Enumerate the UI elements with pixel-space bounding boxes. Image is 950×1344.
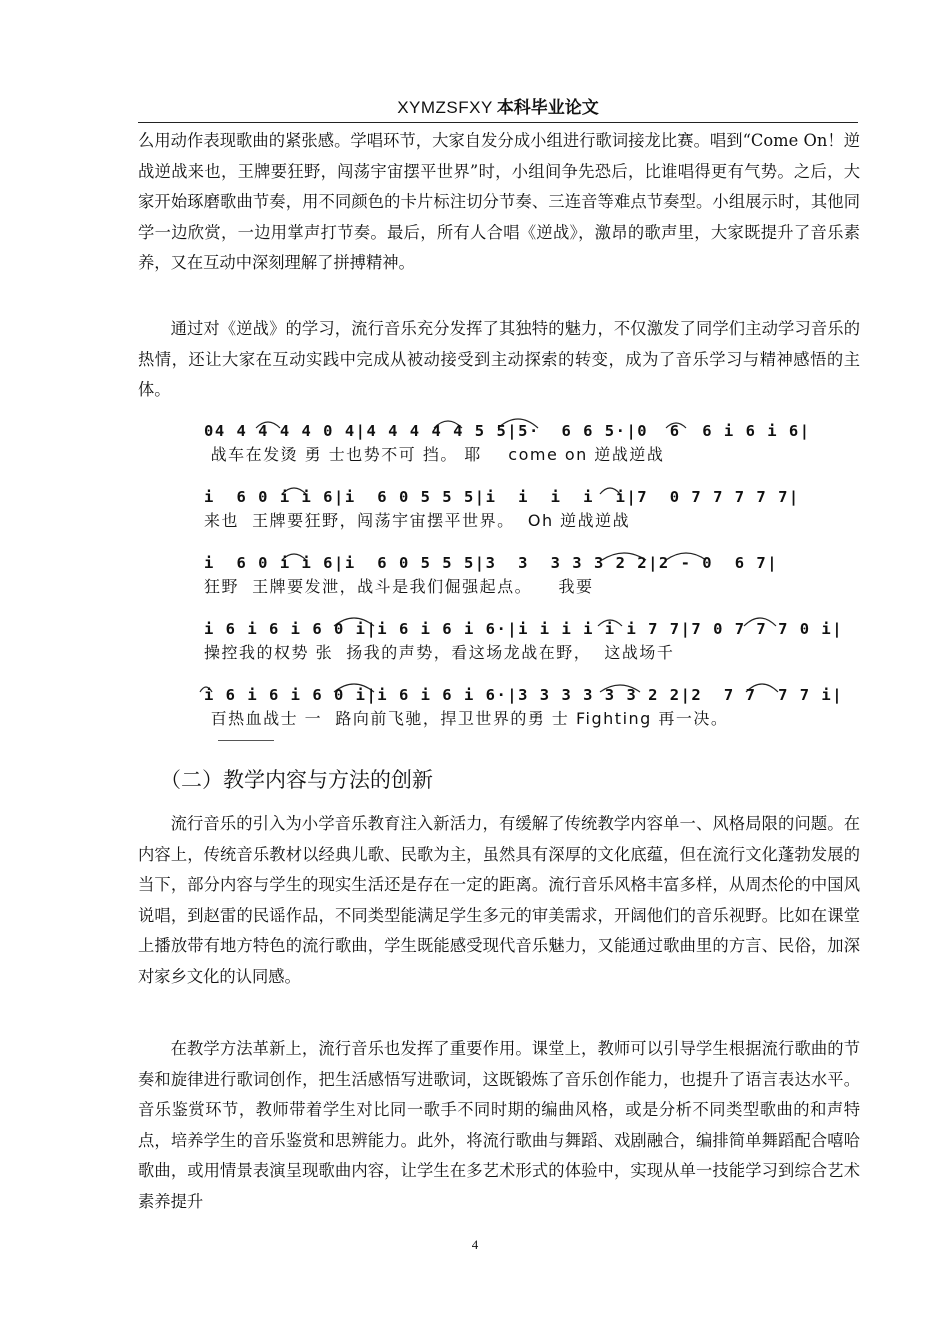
paragraph-2: 通过对《逆战》的学习，流行音乐充分发挥了其独特的魅力，不仅激发了同学们主动学习音乐的热情，还让大家在互动实践中完成从被动接受到主动探索的转变，成为了音乐学习与精神感悟的主体。 [138, 319, 860, 400]
score-notes: 04 4 4 4 4 0 4|4 4 4 4 4 5 5|5· 6 6 5·|0 6 6 i 6 i 6| [204, 422, 811, 440]
score-notes: i 6 0 i i 6|i 6 0 5 5 5|3 3 3 3 3 2 2|2 - 0 6 7| [204, 554, 779, 572]
section-heading: （二）教学内容与方法的创新 [160, 768, 433, 792]
score-lyrics: 狂野 王牌要发泄，战斗是我们倔强起点。 我要 [204, 577, 594, 596]
paragraph-4: 在教学方法革新上，流行音乐也发挥了重要作用。课堂上，教师可以引导学生根据流行歌曲的节奏和旋律进行歌词创作，把生活感悟写进歌词，这既锻炼了音乐创作能力，也提升了语言表达水平。音乐鉴赏环节，教师带着学生对比同一歌手不同时期的编曲风格，或是分析不同类型歌曲的和声特点，培养学生的音乐鉴赏和思辨能力。此外，将流行歌曲与舞蹈、戏剧融合，编排简单舞蹈配合嘻哈歌曲，或用情景表演呈现歌曲内容，让学生在多艺术形式的体验中，实现从单一技能学习到综合艺术素养提升 [138, 1039, 860, 1211]
page-header [138, 96, 858, 123]
score-line [196, 672, 844, 734]
page-number: 4 [471, 1237, 479, 1252]
score-line [196, 606, 844, 668]
score-notes: i 6 i 6 i 6 0 i|i 6 i 6 i 6·|3 3 3 3 3 3 2 2|2 7 7 7 7 i| [204, 686, 844, 704]
header-title: 本科毕业论文 [496, 98, 599, 118]
score-lyrics: 操控我的权势 张 扬我的声势，看这场龙战在野， 这战场千 [204, 643, 675, 662]
score-lyrics: 来也 王牌要狂野，闯荡宇宙摆平世界。 Oh 逆战逆战 [204, 511, 631, 530]
score-lyrics: 百热血战士 一 路向前飞驰，捍卫世界的勇 士 Fighting 再一决。 [204, 709, 729, 728]
score-line [196, 408, 811, 470]
score-divider [218, 740, 274, 741]
score-notes: i 6 0 i i 6|i 6 0 5 5 5|i i i i i|7 0 7 7 7 7 7| [204, 488, 800, 506]
music-score [196, 408, 844, 744]
score-lyrics: 战车在发烫 勇 士也势不可 挡。 耶 come on 逆战逆战 [204, 445, 665, 464]
paragraph-1: 么用动作表现歌曲的紧张感。学唱环节，大家自发分成小组进行歌词接龙比赛。唱到“Come On！逆战逆战来也，王牌要狂野，闯荡宇宙摆平世界”时，小组间争先恐后，比谁唱得更有气势。之后，大家开始琢磨歌曲节奏，用不同颜色的卡片标注切分节奏、三连音等难点节奏型。小组展示时，其他同学一边欣赏，一边用掌声打节奏。最后，所有人合唱《逆战》，激昂的歌声里，大家既提升了音乐素养，又在互动中深刻理解了拼搏精神。 [138, 131, 860, 273]
score-notes: i 6 i 6 i 6 0 i|i 6 i 6 i 6·|i i i i i i 7 7|7 0 7 7 7 0 i| [204, 620, 844, 638]
header-school-code: XYMZSFXY [397, 98, 493, 117]
paragraph-3: 流行音乐的引入为小学音乐教育注入新活力，有缓解了传统教学内容单一、风格局限的问题。在内容上，传统音乐教材以经典儿歌、民歌为主，虽然具有深厚的文化底蕴，但在流行文化蓬勃发展的当下，部分内容与学生的现实生活还是存在一定的距离。流行音乐风格丰富多样，从周杰伦的中国风说唱，到赵雷的民谣作品，不同类型能满足学生多元的审美需求，开阔他们的音乐视野。比如在课堂上播放带有地方特色的流行歌曲，学生既能感受现代音乐魅力，又能通过歌曲里的方言、民俗，加深对家乡文化的认同感。 [138, 814, 860, 986]
score-line [196, 474, 800, 536]
score-line [196, 540, 796, 602]
